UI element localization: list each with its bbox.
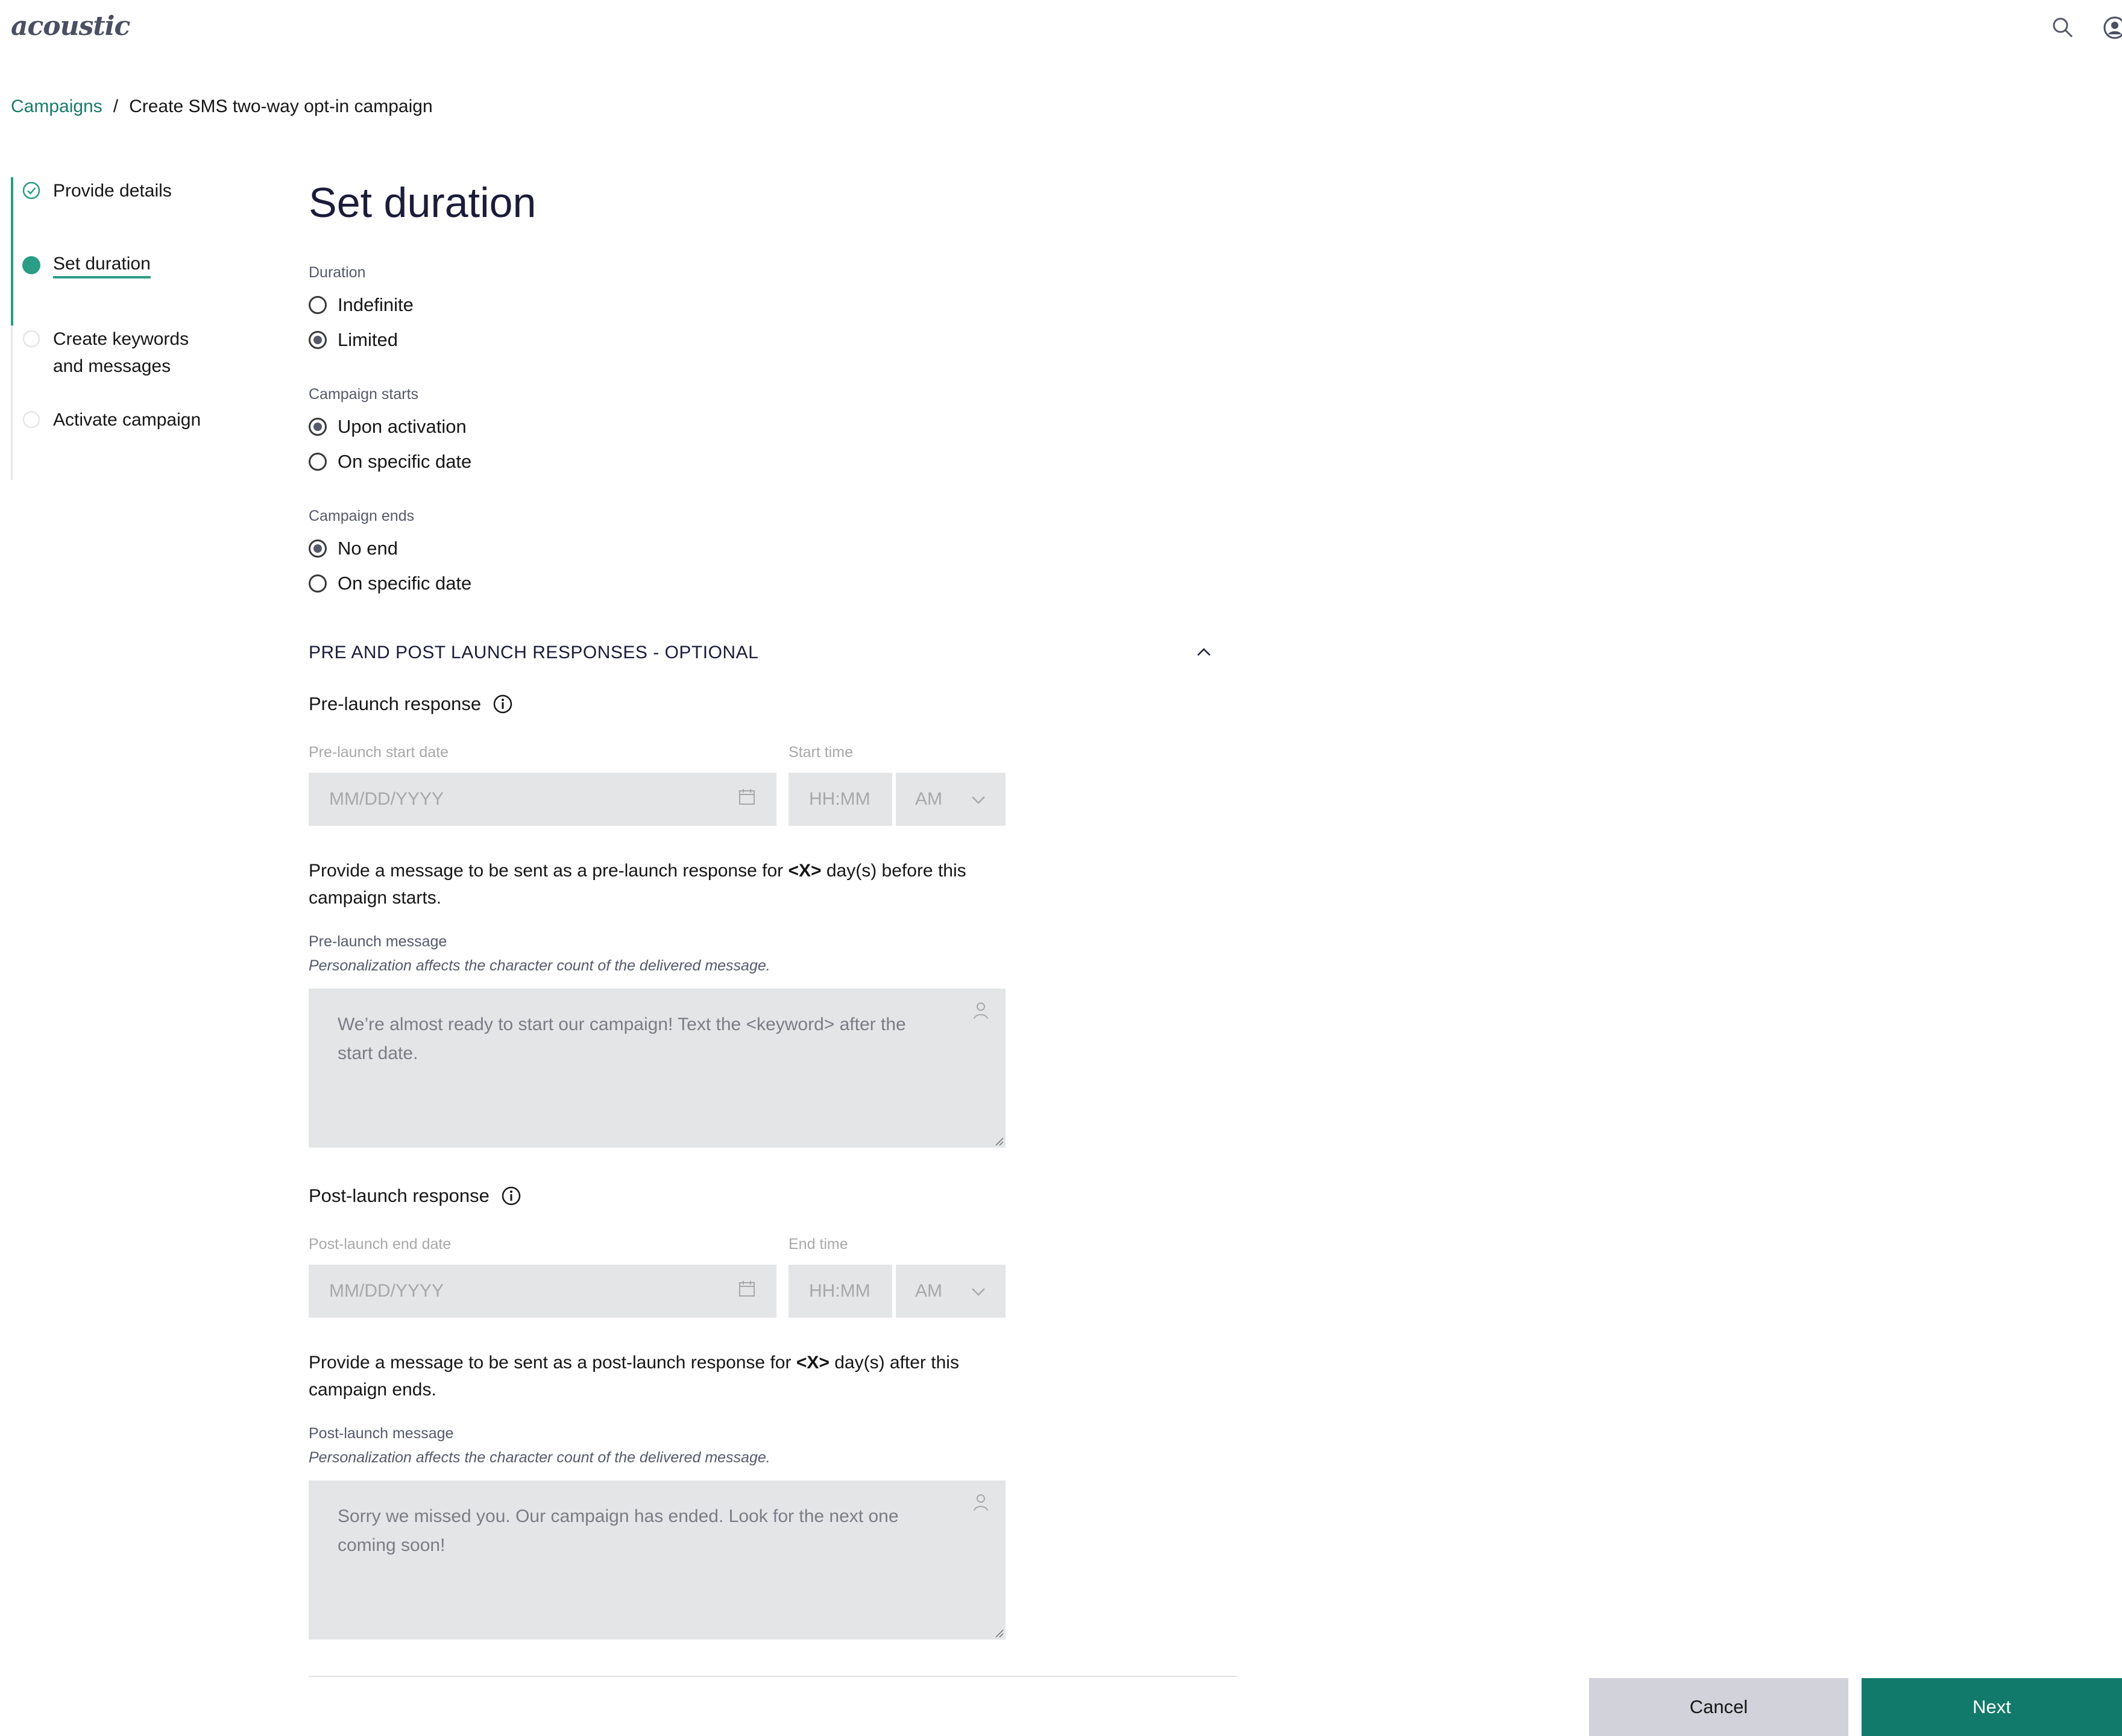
chevron-down-icon [971, 1281, 986, 1301]
breadcrumb-current: Create SMS two-way opt-in campaign [129, 96, 433, 116]
pre-launch-message-textarea[interactable] [309, 989, 1006, 1148]
post-launch-description: Provide a message to be sent as a post-launch response for <X> day(s) after this campaign ends. [309, 1353, 959, 1400]
start-time-input[interactable] [789, 773, 892, 826]
resize-handle-icon[interactable] [995, 1629, 1004, 1641]
radio-label: Upon activation [338, 416, 467, 437]
post-launch-heading [309, 1185, 522, 1207]
stepper-remaining-line [11, 326, 13, 480]
step-label: Provide details [53, 181, 172, 201]
textarea-placeholder: We’re almost ready to start our campaign! Text the <keyword> after the start date. [338, 1014, 906, 1063]
stepper-progress-line [11, 177, 13, 326]
post-launch-message-label: Post-launch message [309, 1425, 454, 1442]
end-time-label: End time [789, 1236, 848, 1253]
step-activate-campaign[interactable] [22, 406, 201, 433]
step-label: Create keywords and messages [53, 329, 189, 376]
chevron-down-icon [971, 789, 986, 810]
calendar-icon[interactable] [738, 1280, 756, 1303]
incomplete-step-icon [22, 329, 41, 348]
radio-end-specific-date[interactable] [309, 573, 471, 594]
pre-launch-heading [309, 693, 514, 715]
resize-handle-icon[interactable] [995, 1137, 1004, 1149]
radio-label: Limited [338, 329, 398, 350]
textarea-placeholder: Sorry we missed you. Our campaign has ended. Look for the next one coming soon! [338, 1506, 899, 1555]
acoustic-logo[interactable]: acoustic [11, 11, 130, 42]
date-placeholder: MM/DD/YYYY [329, 789, 444, 809]
start-time-label: Start time [789, 744, 853, 761]
radio-button[interactable] [309, 574, 327, 593]
date-placeholder: MM/DD/YYYY [329, 1281, 444, 1301]
pre-launch-date-input[interactable] [309, 773, 776, 826]
radio-end-no-end[interactable] [309, 538, 398, 559]
radio-duration-limited[interactable] [309, 329, 398, 351]
duration-label: Duration [309, 264, 366, 281]
pre-post-launch-accordion-header[interactable] [309, 643, 1213, 663]
personalization-icon[interactable] [972, 1492, 990, 1516]
pre-launch-description: Provide a message to be sent as a pre-launch response for <X> day(s) before this campaign starts. [309, 861, 966, 908]
breadcrumb-campaigns-link[interactable]: Campaigns [11, 96, 102, 116]
time-placeholder: HH:MM [809, 789, 871, 809]
user-icon[interactable] [2103, 16, 2122, 40]
chevron-up-icon[interactable] [1195, 643, 1213, 663]
breadcrumb [11, 96, 433, 117]
next-button[interactable]: Next [1862, 1678, 2122, 1736]
current-step-dot-icon [22, 256, 41, 275]
radio-duration-indefinite[interactable] [309, 294, 414, 316]
end-ampm-select[interactable] [896, 1265, 1006, 1318]
page-title: Set duration [309, 179, 537, 226]
post-launch-message-textarea[interactable] [309, 1480, 1006, 1640]
accordion-title: PRE AND POST LAUNCH RESPONSES - OPTIONAL [309, 643, 759, 662]
time-placeholder: HH:MM [809, 1281, 871, 1301]
radio-start-upon-activation[interactable] [309, 416, 467, 438]
info-icon[interactable] [492, 693, 514, 715]
radio-button[interactable] [309, 331, 327, 349]
radio-label: On specific date [338, 451, 472, 472]
start-ampm-select[interactable] [896, 773, 1006, 826]
info-icon[interactable] [500, 1185, 522, 1207]
ampm-value: AM [915, 1281, 942, 1301]
end-time-input[interactable] [789, 1265, 892, 1318]
radio-label: No end [338, 538, 398, 559]
campaign-starts-label: Campaign starts [309, 386, 419, 403]
radio-button[interactable] [309, 453, 327, 471]
step-provide-details[interactable] [22, 177, 172, 204]
calendar-icon[interactable] [738, 788, 756, 811]
ampm-value: AM [915, 789, 942, 809]
step-label: Activate campaign [53, 410, 201, 430]
radio-button[interactable] [309, 539, 327, 558]
checkmark-circle-icon [22, 181, 41, 200]
pre-launch-heading-text: Pre-launch response [309, 693, 482, 714]
step-create-keywords[interactable] [22, 326, 189, 380]
campaign-ends-label: Campaign ends [309, 508, 415, 524]
radio-label: On specific date [338, 573, 472, 594]
pre-launch-message-label: Pre-launch message [309, 933, 447, 950]
post-launch-message-helper: Personalization affects the character count of the delivered message. [309, 1449, 770, 1466]
radio-label: Indefinite [338, 294, 414, 315]
breadcrumb-separator: / [113, 96, 119, 116]
incomplete-step-icon [22, 410, 41, 429]
radio-button[interactable] [309, 418, 327, 436]
pre-launch-message-helper: Personalization affects the character count of the delivered message. [309, 957, 770, 974]
search-icon[interactable] [2051, 16, 2075, 40]
pre-launch-date-label: Pre-launch start date [309, 744, 449, 761]
post-launch-date-input[interactable] [309, 1265, 776, 1318]
post-launch-heading-text: Post-launch response [309, 1185, 490, 1206]
radio-button[interactable] [309, 296, 327, 314]
footer-divider [309, 1676, 1237, 1677]
personalization-icon[interactable] [972, 1001, 990, 1024]
cancel-button[interactable]: Cancel [1589, 1678, 1848, 1736]
radio-start-specific-date[interactable] [309, 451, 471, 473]
step-set-duration[interactable] [22, 252, 151, 278]
post-launch-date-label: Post-launch end date [309, 1236, 452, 1253]
step-label: Set duration [53, 252, 151, 278]
